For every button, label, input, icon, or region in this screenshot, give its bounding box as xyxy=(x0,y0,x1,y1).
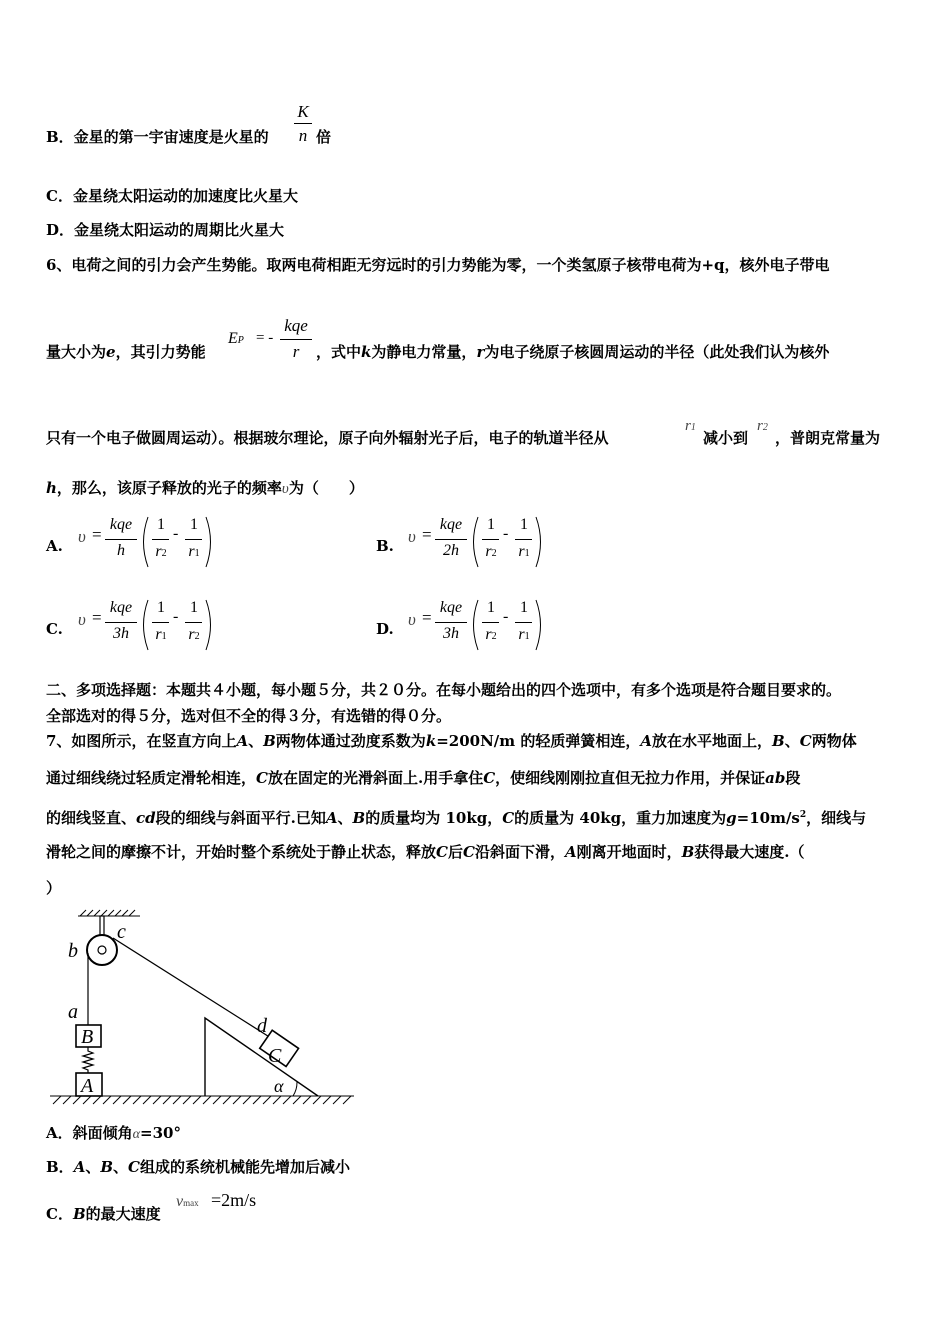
string-cd xyxy=(113,938,271,1038)
q7-var: A xyxy=(325,809,338,827)
term1-bar xyxy=(152,622,169,623)
q6-line2-start xyxy=(46,342,206,362)
q7-line5: ） xyxy=(46,879,62,897)
q6-text: ，式中 xyxy=(316,343,362,361)
q6-text: 量大小为 xyxy=(46,343,107,361)
q7-var: C xyxy=(483,769,496,787)
q6-text: ，其引力势能 xyxy=(115,343,206,361)
left-paren xyxy=(138,515,150,569)
q7-line3 xyxy=(46,805,866,828)
term1-sub: 1 xyxy=(161,631,167,642)
equals-sign: = xyxy=(422,525,432,544)
q7-text: 的质量均为 10kg， xyxy=(365,809,503,827)
choice-a xyxy=(46,515,216,575)
label-b: b xyxy=(68,940,78,962)
term2-sub: 1 xyxy=(194,548,200,559)
ground-hatch xyxy=(50,1096,354,1104)
ep-symbol xyxy=(228,330,244,348)
choice-label: B. xyxy=(376,537,394,555)
q7-option-text: 的最大速度 xyxy=(85,1205,161,1223)
section2-line2: 全部选对的得５分，选对但不全的得３分，有选错的得０分。 xyxy=(46,707,452,725)
q7-text: 通过细线绕过轻质定滑轮相连， xyxy=(46,769,257,787)
option-d: D．金星绕太阳运动的周期比火星大 xyxy=(46,221,285,239)
q7-var: B xyxy=(352,809,366,827)
block-c-label: C xyxy=(268,1045,282,1067)
term1-bar xyxy=(152,539,169,540)
nu-symbol: υ xyxy=(281,481,289,497)
q7-var: A xyxy=(73,1158,86,1176)
q7-option-text: 组成的系统机械能先增加后减小 xyxy=(140,1158,351,1176)
pulley-hub xyxy=(98,946,106,954)
option-b-tail: 倍 xyxy=(316,128,332,146)
right-paren xyxy=(534,598,546,652)
term2-r: r xyxy=(188,626,195,643)
angle-arc xyxy=(293,1082,297,1096)
r1-symbol xyxy=(685,418,696,435)
q7-var: C xyxy=(462,843,475,861)
right-paren xyxy=(204,598,216,652)
minus-sign: - xyxy=(503,525,509,542)
term1-r: r xyxy=(155,543,162,560)
term2-sub: 2 xyxy=(194,631,200,642)
q7-var: C xyxy=(256,769,268,787)
right-paren xyxy=(204,515,216,569)
nu-symbol: υ xyxy=(408,610,416,629)
ceiling-hatch xyxy=(78,910,140,916)
alpha-symbol: α xyxy=(132,1127,140,1142)
term1-r: r xyxy=(485,626,492,643)
q7-var: C xyxy=(502,809,515,827)
fraction-bar xyxy=(105,539,137,540)
term1-bar xyxy=(482,539,499,540)
q7-line4 xyxy=(46,842,805,862)
q6-line1: 6、电荷之间的引力会产生势能。取两电荷相距无穷远时的引力势能为零，一个类氢原子核带电荷为+q，核外电子带电 xyxy=(46,256,830,274)
term2-num: 1 xyxy=(520,599,528,616)
r2-symbol xyxy=(757,418,768,435)
label-a: a xyxy=(68,1001,78,1023)
equals-sign: = xyxy=(92,608,102,627)
section2-line1: 二、多项选择题：本题共４小题，每小题５分，共２０分。在每小题给出的四个选项中，有多个选项是符合题目要求的。 xyxy=(46,681,842,699)
ep-sub: P xyxy=(237,335,244,346)
term1-num: 1 xyxy=(487,516,495,533)
term2-bar xyxy=(185,622,202,623)
q7-text: 两物体 xyxy=(811,732,857,750)
denominator: 3h xyxy=(113,625,129,642)
term2-num: 1 xyxy=(190,516,198,533)
q6-line3b: 减小到 xyxy=(703,429,749,447)
q7-var: g xyxy=(726,809,737,827)
q7-text: 放在固定的光滑斜面上.用手拿住 xyxy=(267,769,484,787)
minus-sign: - xyxy=(173,608,179,625)
term1-num: 1 xyxy=(157,599,165,616)
vmax-value: =2m/s xyxy=(211,1190,257,1210)
term2-r: r xyxy=(518,626,525,643)
left-paren xyxy=(468,515,480,569)
choice-b xyxy=(376,515,546,575)
term1-r: r xyxy=(485,543,492,560)
term2-num: 1 xyxy=(190,599,198,616)
term2-bar xyxy=(185,539,202,540)
alpha-label: α xyxy=(274,1076,284,1096)
term2-bar xyxy=(515,622,532,623)
q6-text: 为（ ） xyxy=(288,479,364,497)
q6-text: 为静电力常量， xyxy=(371,343,477,361)
right-paren xyxy=(534,515,546,569)
choice-label: C. xyxy=(46,620,63,638)
q7-text: 7、如图所示，在竖直方向上 xyxy=(46,732,237,750)
term1-bar xyxy=(482,622,499,623)
choice-label: D. xyxy=(376,620,394,638)
q7-text: 、 xyxy=(113,1158,129,1176)
r1-sub: 1 xyxy=(690,422,696,433)
q7-text: 后 xyxy=(447,843,463,861)
q6-text: 为电子绕原子核圆周运动的半径（此处我们认为核外 xyxy=(484,343,830,361)
q7-text: 沿斜面下滑， xyxy=(474,843,565,861)
q7-text: ，细线与 xyxy=(806,809,867,827)
denominator: 3h xyxy=(443,625,459,642)
q7-var: A xyxy=(640,732,653,750)
ep-den: r xyxy=(292,342,300,361)
term1-r: r xyxy=(155,626,162,643)
equals-sign: = xyxy=(422,608,432,627)
q7-var: C xyxy=(128,1158,140,1176)
minus-sign: - xyxy=(173,525,179,542)
fraction-bar xyxy=(435,539,467,540)
term1-num: 1 xyxy=(487,599,495,616)
q7-var: A xyxy=(564,843,577,861)
term2-den xyxy=(183,543,205,561)
block-a-label: A xyxy=(81,1075,94,1097)
numerator: kqe xyxy=(439,599,463,616)
spring xyxy=(83,1047,93,1073)
q7-text: ，使细线刚刚拉直但无拉力作用，并保证 xyxy=(495,769,766,787)
q7-var: C xyxy=(799,732,812,750)
r2-sub: 2 xyxy=(762,422,768,433)
q7-var: B xyxy=(263,732,276,750)
q6-line4 xyxy=(46,478,364,499)
term2-r: r xyxy=(188,543,195,560)
q7-text: =200N/m 的轻质弹簧相连， xyxy=(436,732,641,750)
term1-den xyxy=(150,543,172,561)
q7-line2 xyxy=(46,768,800,788)
denominator: h xyxy=(117,542,125,559)
q7-var: B xyxy=(772,732,785,750)
q7-text: 的质量为 40kg，重力加速度为 xyxy=(514,809,727,827)
q6-text: ，那么，该原子释放的光子的频率 xyxy=(56,479,282,497)
q6-line3c: ，普朗克常量为 xyxy=(775,429,881,447)
q7-text: 段 xyxy=(785,769,801,787)
q7-option-c xyxy=(46,1204,161,1224)
term2-den xyxy=(513,626,535,644)
ep-bar xyxy=(280,339,312,340)
ep-eq: = - xyxy=(256,330,274,346)
term1-sub: 2 xyxy=(161,548,167,559)
equals-sign: = xyxy=(92,525,102,544)
q7-text: 获得最大速度.（ xyxy=(694,843,805,861)
option-b-label: B．金星的第一宇宙速度是火星的 xyxy=(46,128,269,146)
q7-option-text: A．斜面倾角 xyxy=(46,1124,133,1142)
q7-text: 段的细线与斜面平行.已知 xyxy=(155,809,326,827)
choice-c xyxy=(46,598,216,658)
q6-var-k: k xyxy=(361,343,372,361)
term2-sub: 1 xyxy=(524,631,530,642)
q6-var-h: h xyxy=(46,479,57,497)
q7-var: B xyxy=(681,843,695,861)
numerator: kqe xyxy=(439,516,463,533)
minus-sign: - xyxy=(503,608,509,625)
q7-text: 、 xyxy=(337,809,353,827)
choice-d xyxy=(376,598,546,658)
q6-var-e: e xyxy=(106,343,116,361)
v-sub: max xyxy=(183,1198,199,1208)
nu-symbol: υ xyxy=(78,527,86,546)
option-b-fraction-bar xyxy=(294,123,312,124)
option-b-fraction-num: K xyxy=(297,102,309,121)
term2-r: r xyxy=(518,543,525,560)
left-paren xyxy=(138,598,150,652)
q7-line1 xyxy=(46,731,857,751)
q7-text: 两物体通过劲度系数为 xyxy=(275,732,426,750)
q7-var: cd xyxy=(136,809,156,827)
q6-line3a: 只有一个电子做圆周运动）。根据玻尔理论，原子向外辐射光子后，电子的轨道半径从 xyxy=(46,429,609,447)
q7-var: B xyxy=(72,1205,86,1223)
denominator: 2h xyxy=(443,542,459,559)
q7-text: 、 xyxy=(248,732,264,750)
term2-sub: 1 xyxy=(524,548,530,559)
ep-e: E xyxy=(228,330,238,347)
term1-sub: 2 xyxy=(491,548,497,559)
nu-symbol: υ xyxy=(408,527,416,546)
fraction-bar xyxy=(105,622,137,623)
q7-option-a xyxy=(46,1123,181,1145)
nu-symbol: υ xyxy=(78,610,86,629)
q7-text: 、 xyxy=(784,732,800,750)
q7-text: 的细线竖直、 xyxy=(46,809,137,827)
pulley-incline-figure xyxy=(45,908,360,1110)
term1-den xyxy=(480,543,502,561)
vmax-symbol xyxy=(176,1193,199,1211)
term2-num: 1 xyxy=(520,516,528,533)
numerator: kqe xyxy=(109,599,133,616)
fraction-bar xyxy=(435,622,467,623)
term1-den xyxy=(150,626,172,644)
block-b-label: B xyxy=(81,1026,94,1048)
q7-var: ab xyxy=(765,769,786,787)
q7-var: B xyxy=(100,1158,114,1176)
term1-num: 1 xyxy=(157,516,165,533)
r2-r: r xyxy=(757,418,763,434)
q7-option-text: B． xyxy=(46,1158,74,1176)
term1-sub: 2 xyxy=(491,631,497,642)
q7-option-text: C． xyxy=(46,1205,73,1223)
option-b-fraction-den: n xyxy=(298,126,308,145)
numerator: kqe xyxy=(109,516,133,533)
q7-var: A xyxy=(236,732,249,750)
v-symbol: v xyxy=(176,1193,184,1210)
label-d: d xyxy=(257,1015,267,1037)
q7-text: =10m/s xyxy=(736,809,800,827)
term1-den xyxy=(480,626,502,644)
q7-var: k xyxy=(425,732,437,750)
q7-var: C xyxy=(436,843,448,861)
q6-line2-end xyxy=(316,342,829,362)
q7-option-text: =30° xyxy=(140,1124,181,1142)
q7-text: 滑轮之间的摩擦不计，开始时整个系统处于静止状态，释放 xyxy=(46,843,437,861)
label-c: c xyxy=(117,921,126,943)
q6-var-r: r xyxy=(476,343,485,361)
term2-bar xyxy=(515,539,532,540)
ep-num: kqe xyxy=(284,316,308,335)
choice-label: A. xyxy=(46,537,63,555)
left-paren xyxy=(468,598,480,652)
option-b xyxy=(46,127,269,147)
q7-sup: 2 xyxy=(799,810,807,820)
r1-r: r xyxy=(685,418,691,434)
option-c: C．金星绕太阳运动的加速度比火星大 xyxy=(46,187,298,205)
term2-den xyxy=(513,543,535,561)
q7-text: 、 xyxy=(85,1158,101,1176)
term2-den xyxy=(183,626,205,644)
q7-text: 放在水平地面上， xyxy=(652,732,773,750)
q7-text: 刚离开地面时， xyxy=(576,843,682,861)
q7-option-b xyxy=(46,1157,350,1177)
